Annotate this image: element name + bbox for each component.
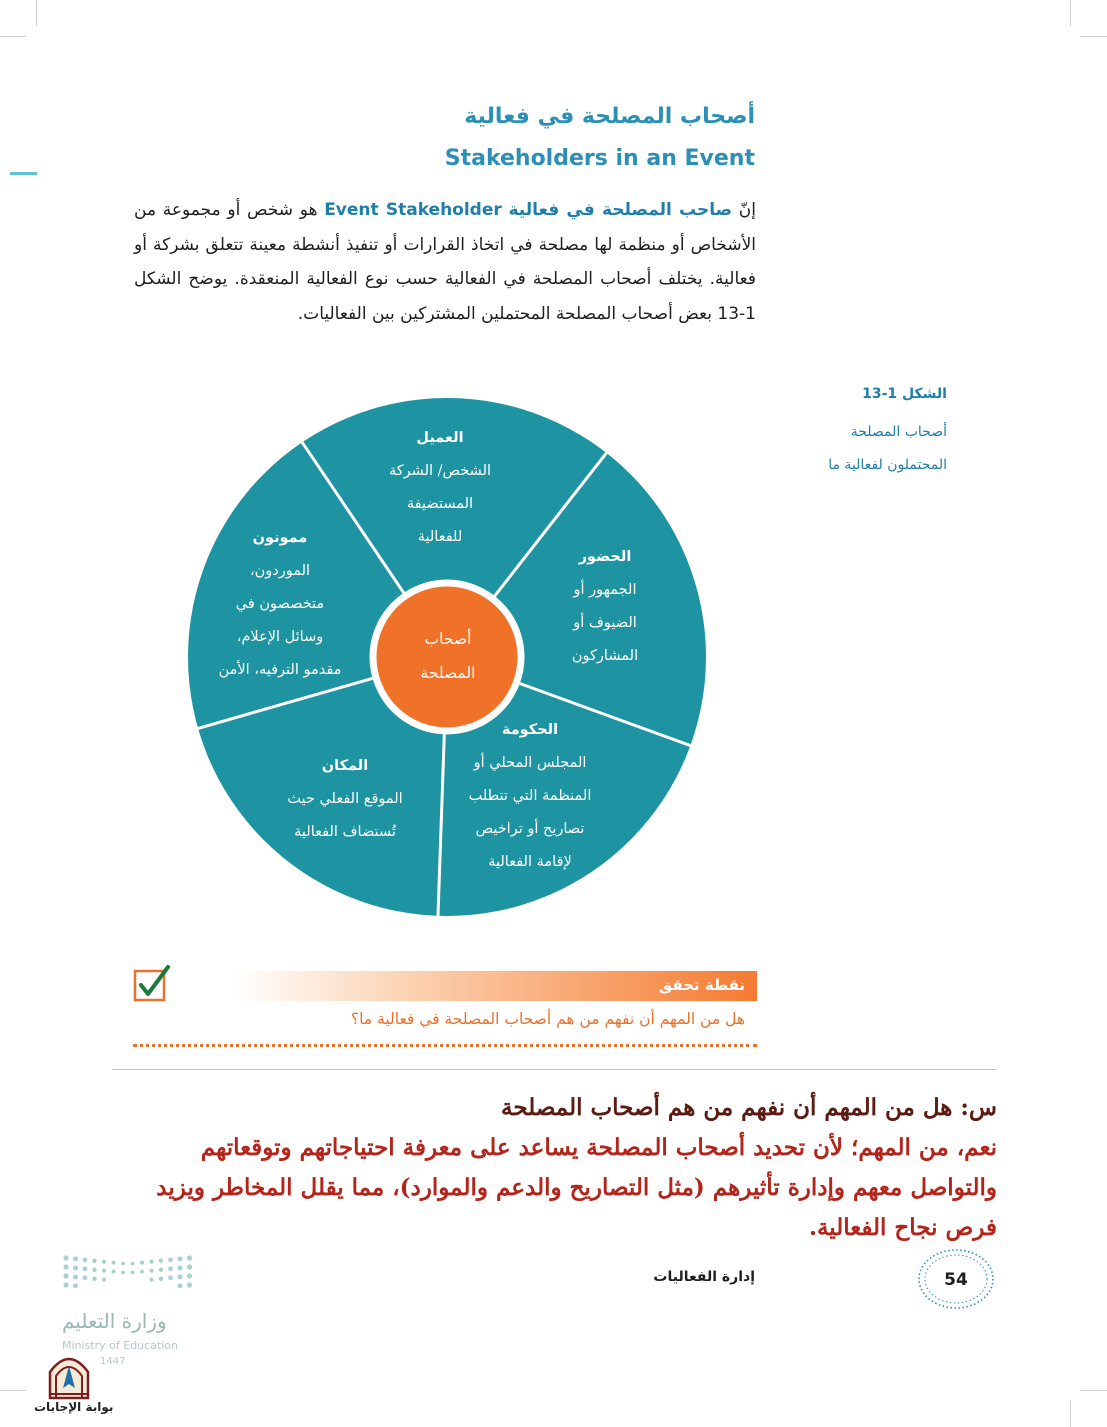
logo-dot: [168, 1266, 173, 1271]
segment-client-line: للفعالية: [417, 529, 463, 545]
corner-mark-bottom-left-h: [0, 1390, 26, 1391]
segment-attendees-line: المشاركون: [571, 648, 639, 664]
margin-tab-marker: [10, 172, 37, 175]
segment-government-line: تصاريح أو تراخيص: [475, 821, 585, 837]
segment-suppliers-line: مقدمو الترفيه، الأمن: [218, 662, 342, 678]
intro-paragraph: [134, 193, 756, 331]
book-title: إدارة الفعاليات: [653, 1269, 755, 1285]
checkpoint-question: هل من المهم أن نفهم من هم أصحاب المصلحة في فعالية ما؟: [350, 1010, 745, 1028]
segment-attendees-title: الحضور: [578, 549, 632, 565]
logo-dot: [140, 1270, 144, 1274]
segment-government: [440, 714, 620, 879]
logo-dot: [149, 1260, 153, 1264]
logo-dot: [178, 1274, 183, 1279]
center-label-line-1: أصحاب: [424, 630, 472, 648]
ministry-name-english: Ministry of Education: [62, 1339, 179, 1352]
segment-attendees: [530, 541, 680, 673]
corner-mark-bottom-right-h: [1080, 1390, 1107, 1391]
logo-dot: [63, 1273, 68, 1278]
logo-dot: [73, 1283, 78, 1288]
figure-caption-line-2: المحتملون لفعالية ما: [828, 457, 947, 473]
logo-dot: [73, 1265, 78, 1270]
page-number: 54: [944, 1270, 968, 1290]
logo-dot: [159, 1268, 163, 1272]
segment-venue-title: المكان: [321, 758, 369, 774]
figure-caption: [828, 416, 947, 482]
segment-venue-line: الموقع الفعلي حيث: [287, 791, 403, 807]
logo-dot: [178, 1256, 183, 1261]
logo-dot: [112, 1261, 116, 1265]
segment-government-line: المنظمة التي تتطلب: [468, 788, 592, 804]
segment-suppliers-line: متخصصون في: [235, 596, 325, 612]
answer-divider: [112, 1069, 996, 1070]
segment-government-line: المجلس المحلي أو: [473, 755, 587, 771]
segment-suppliers-line: الموردون،: [249, 563, 311, 579]
section-title-arabic: أصحاب المصلحة في فعالية: [464, 104, 755, 129]
intro-term-english: Event Stakeholder: [324, 200, 502, 220]
segment-client: [360, 422, 520, 554]
segment-venue-line: تُستضاف الفعالية: [294, 824, 396, 840]
logo-dot: [168, 1275, 173, 1280]
logo-dot: [112, 1270, 116, 1274]
center-label-line-2: المصلحة: [420, 664, 476, 682]
figure-caption-line-1: أصحاب المصلحة: [850, 424, 947, 440]
logo-dot: [187, 1282, 192, 1287]
logo-dot: [149, 1269, 153, 1273]
corner-mark-top-left: [36, 0, 37, 26]
logo-dot: [121, 1271, 125, 1275]
corner-mark-bottom-right: [1070, 1400, 1071, 1427]
logo-dot: [63, 1255, 68, 1260]
segment-client-line: المستضيفة: [406, 496, 474, 512]
logo-dot: [63, 1282, 68, 1287]
logo-dot: [178, 1265, 183, 1270]
logo-dot: [83, 1257, 88, 1262]
section-title-english: Stakeholders in an Event: [444, 146, 755, 171]
ministry-year: 1447: [100, 1356, 126, 1367]
wheel-center-label: [398, 622, 498, 690]
logo-dot: [140, 1261, 144, 1265]
corner-mark-top-right: [1070, 0, 1071, 26]
answer-text: نعم، من المهم؛ لأن تحديد أصحاب المصلحة يساعد على معرفة احتياجاتهم وتوقعاتهم والتواصل معهم وإدارة تأثيرهم (مثل التصاريح والدعم والموارد)، مما يقلل المخاطر ويزيد فرص نجاح الفعالية.: [156, 1134, 997, 1241]
logo-dot: [102, 1278, 106, 1282]
question-answer-block: [117, 1088, 997, 1248]
intro-lead: إنّ: [732, 200, 756, 220]
intro-term-arabic: صاحب المصلحة في فعالية: [508, 200, 733, 220]
corner-mark-top-right-h: [1080, 36, 1107, 37]
logo-dot: [168, 1257, 173, 1262]
dotted-divider: [133, 1044, 757, 1047]
intro-body: هو شخص أو مجموعة من الأشخاص أو منظمة لها مصلحة في اتخاذ القرارات أو تنفيذ أنشطة معينة تتعلق بشركة أو فعالية. يختلف أصحاب المصلحة في الفعالية حسب نوع الفعالية المنعقدة. يوضح الشكل 1-13 بعض أصحاب المصلحة المحتملين المشتركين بين الفعاليات.: [134, 200, 756, 324]
logo-dot: [102, 1269, 106, 1273]
segment-attendees-line: الضيوف أو: [573, 615, 637, 631]
logo-dot: [92, 1268, 96, 1272]
logo-dot: [159, 1277, 163, 1281]
logo-dot: [102, 1260, 106, 1264]
segment-suppliers-line: وسائل الإعلام،: [236, 629, 324, 645]
logo-dot: [187, 1264, 192, 1269]
logo-dot: [83, 1275, 88, 1280]
segment-venue: [260, 750, 430, 849]
segment-attendees-line: الجمهور أو: [573, 582, 637, 598]
segment-government-line: لإقامة الفعالية: [488, 854, 572, 870]
logo-dot: [73, 1274, 78, 1279]
logo-dot: [121, 1262, 125, 1266]
answers-portal-logo-icon: [46, 1350, 92, 1400]
logo-dot: [83, 1266, 88, 1271]
logo-dot: [92, 1259, 96, 1263]
segment-client-line: الشخص/ الشركة: [388, 463, 492, 479]
logo-dot: [159, 1259, 163, 1263]
corner-mark-top-left-h: [0, 36, 26, 37]
logo-dot: [178, 1283, 183, 1288]
checkpoint-title: نقطة تحقق: [658, 976, 745, 994]
segment-suppliers-title: ممونون: [252, 530, 308, 546]
logo-dot: [131, 1262, 135, 1266]
logo-dot: [131, 1271, 135, 1275]
logo-dot: [187, 1273, 192, 1278]
answers-portal-label: بوابة الإجابات: [34, 1400, 114, 1414]
logo-dot: [187, 1255, 192, 1260]
page-number-badge: [915, 1248, 997, 1310]
ministry-name-arabic: وزارة التعليم: [62, 1309, 167, 1333]
logo-dot: [149, 1278, 153, 1282]
answer-question: س: هل من المهم أن نفهم من هم أصحاب المصلحة: [501, 1094, 997, 1121]
figure-label: الشكل 1-13: [862, 386, 947, 402]
logo-dot: [92, 1277, 96, 1281]
checkbox-checked-icon: [132, 964, 174, 1004]
segment-government-title: الحكومة: [501, 722, 559, 738]
logo-dot: [63, 1264, 68, 1269]
segment-client-title: العميل: [416, 430, 464, 446]
ministry-logo-dots-icon: [60, 1250, 200, 1300]
segment-suppliers: [198, 522, 362, 687]
logo-dot: [73, 1256, 78, 1261]
